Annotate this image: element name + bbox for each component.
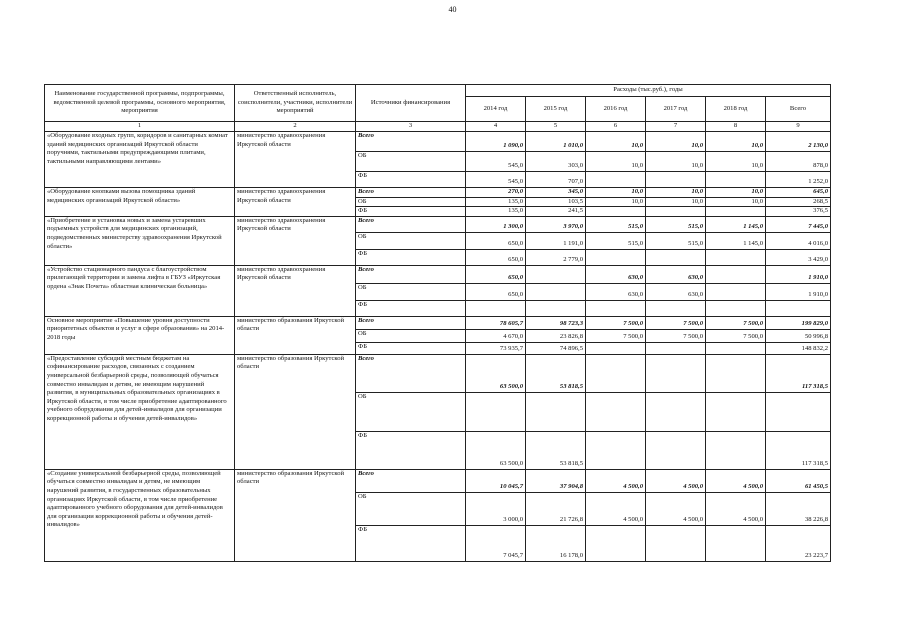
total-value: [766, 392, 831, 431]
year-value: 4 500,0: [646, 492, 706, 525]
funding-source: Всего: [356, 316, 466, 329]
year-value: 10,0: [586, 152, 646, 172]
total-value: [766, 300, 831, 316]
total-value: 4 016,0: [766, 232, 831, 249]
row-executor: министерство образования Иркутской области: [235, 316, 356, 354]
year-value: [706, 342, 766, 354]
year-value: 7 500,0: [586, 329, 646, 342]
year-value: [706, 354, 766, 392]
year-value: [586, 249, 646, 265]
table-row: [45, 469, 831, 492]
total-value: 7 445,0: [766, 216, 831, 232]
row-name: «Приобретение и установка новых и замена устаревших подъемных устройств для медицинских организаций, подведомственных министерству здравоохранения Иркутской области»: [45, 216, 235, 265]
funding-source: Всего: [356, 216, 466, 232]
year-value: 241,5: [526, 207, 586, 217]
year-value: 1 010,0: [526, 132, 586, 152]
year-value: [586, 172, 646, 188]
year-value: 63 500,0: [466, 354, 526, 392]
total-value: 268,5: [766, 197, 831, 207]
total-value: 199 829,0: [766, 316, 831, 329]
year-value: 515,0: [646, 216, 706, 232]
year-value: 630,0: [586, 265, 646, 283]
total-value: 645,0: [766, 188, 831, 198]
year-value: [526, 283, 586, 300]
year-value: [586, 300, 646, 316]
year-value: 10,0: [706, 188, 766, 198]
year-value: 303,0: [526, 152, 586, 172]
total-value: 376,5: [766, 207, 831, 217]
year-value: 1 145,0: [706, 232, 766, 249]
year-value: 545,0: [466, 172, 526, 188]
funding-source: ФБ: [356, 342, 466, 354]
year-value: 630,0: [646, 283, 706, 300]
funding-source: ОБ: [356, 392, 466, 431]
year-value: [466, 300, 526, 316]
year-value: 10 045,7: [466, 469, 526, 492]
funding-source: Всего: [356, 354, 466, 392]
col-number: 1: [45, 122, 235, 132]
row-executor: министерство образования Иркутской области: [235, 354, 356, 469]
col-number: 3: [356, 122, 466, 132]
year-value: 37 904,8: [526, 469, 586, 492]
year-value: [706, 249, 766, 265]
year-value: 135,0: [466, 207, 526, 217]
header-expenses: Расходы (тыс.руб.), годы: [466, 85, 831, 97]
row-name: «Создание универсальной безбарьерной среды, позволяющей обучаться совместно инвалидам и детям, не имеющим нарушений развития, в государственных образовательных организациях Иркутской области, в том числе приобретение адаптированного учебного оборудования для детей-инвалидов для организации коррекционной работы и обучения детей-инвалидов»: [45, 469, 235, 561]
total-value: 117 318,5: [766, 354, 831, 392]
col-number: 6: [586, 122, 646, 132]
total-value: 878,0: [766, 152, 831, 172]
header-year: 2017 год: [646, 97, 706, 122]
year-value: 707,0: [526, 172, 586, 188]
funding-source: ФБ: [356, 300, 466, 316]
funding-source: Всего: [356, 265, 466, 283]
year-value: [646, 525, 706, 561]
year-value: 4 500,0: [586, 492, 646, 525]
year-value: [646, 342, 706, 354]
year-value: [526, 392, 586, 431]
year-value: 21 726,8: [526, 492, 586, 525]
col-number: 4: [466, 122, 526, 132]
year-value: 650,0: [466, 249, 526, 265]
table-row: [45, 316, 831, 329]
row-name: Основное мероприятие «Повышение уровня доступности приоритетных объектов и услуг в сфере образования» на 2014-2018 годы: [45, 316, 235, 354]
year-value: 1 090,0: [466, 132, 526, 152]
funding-source: ОБ: [356, 197, 466, 207]
year-value: 515,0: [646, 232, 706, 249]
year-value: 630,0: [586, 283, 646, 300]
year-value: 10,0: [706, 197, 766, 207]
year-value: [646, 300, 706, 316]
year-value: 7 500,0: [706, 329, 766, 342]
year-value: 103,5: [526, 197, 586, 207]
year-value: [646, 431, 706, 469]
year-value: 53 818,5: [526, 431, 586, 469]
year-value: 650,0: [466, 232, 526, 249]
year-value: 3 970,0: [526, 216, 586, 232]
year-value: 4 670,0: [466, 329, 526, 342]
year-value: 53 818,5: [526, 354, 586, 392]
year-value: 345,0: [526, 188, 586, 198]
year-value: 135,0: [466, 197, 526, 207]
year-value: 10,0: [646, 197, 706, 207]
header-source: Источники финансирования: [356, 85, 466, 122]
total-value: 2 130,0: [766, 132, 831, 152]
year-value: 10,0: [646, 132, 706, 152]
year-value: 650,0: [466, 265, 526, 283]
year-value: [706, 172, 766, 188]
year-value: 7 045,7: [466, 525, 526, 561]
year-value: 7 500,0: [646, 329, 706, 342]
header-name: Наименование государственной программы, подпрограммы, ведомственной целевой программы, основного мероприятия, мероприятия: [45, 85, 235, 122]
funding-source: ФБ: [356, 207, 466, 217]
year-value: 7 500,0: [646, 316, 706, 329]
row-name: «Устройство стационарного пандуса с благоустройством прилегающей территории и замена лифта в ГБУЗ «Иркутская ордена «Знак Почета» областная клиническая больница»: [45, 265, 235, 316]
total-value: 148 832,2: [766, 342, 831, 354]
funding-source: ОБ: [356, 283, 466, 300]
total-value: 61 450,5: [766, 469, 831, 492]
year-value: 1 145,0: [706, 216, 766, 232]
year-value: 2 779,0: [526, 249, 586, 265]
table-row: [45, 188, 831, 198]
total-value: 38 226,8: [766, 492, 831, 525]
year-value: 23 826,8: [526, 329, 586, 342]
total-value: 23 223,7: [766, 525, 831, 561]
year-value: 10,0: [586, 188, 646, 198]
year-value: 545,0: [466, 152, 526, 172]
col-number: 2: [235, 122, 356, 132]
row-executor: министерство образования Иркутской области: [235, 469, 356, 561]
year-value: [646, 354, 706, 392]
year-value: 4 500,0: [706, 492, 766, 525]
year-value: 10,0: [706, 132, 766, 152]
year-value: 16 178,0: [526, 525, 586, 561]
year-value: 7 500,0: [586, 316, 646, 329]
year-value: 7 500,0: [706, 316, 766, 329]
year-value: [586, 207, 646, 217]
year-value: [586, 431, 646, 469]
year-value: [526, 300, 586, 316]
total-value: 1 252,0: [766, 172, 831, 188]
year-value: [586, 392, 646, 431]
row-name: «Оборудование кнопками вызова помощника зданий медицинских организаций Иркутской области»: [45, 188, 235, 217]
year-value: [466, 392, 526, 431]
year-value: 78 605,7: [466, 316, 526, 329]
header-total: Всего: [766, 97, 831, 122]
page-number: 40: [448, 5, 457, 14]
year-value: [526, 265, 586, 283]
row-executor: министерство здравоохранения Иркутской области: [235, 132, 356, 188]
year-value: 63 500,0: [466, 431, 526, 469]
row-executor: министерство здравоохранения Иркутской области: [235, 265, 356, 316]
year-value: 10,0: [646, 188, 706, 198]
total-value: 117 318,5: [766, 431, 831, 469]
table-row: [45, 354, 831, 392]
year-value: [706, 525, 766, 561]
header-year: 2018 год: [706, 97, 766, 122]
expenses-table: [44, 84, 831, 562]
row-name: «Оборудование входных групп, коридоров и санитарных комнат зданий медицинских организаций Иркутской области поручнями, тактильными предупреждающими плитами, тактильными направляющими лентами»: [45, 132, 235, 188]
year-value: [706, 283, 766, 300]
year-value: 1 300,0: [466, 216, 526, 232]
row-executor: министерство здравоохранения Иркутской области: [235, 216, 356, 265]
year-value: [646, 207, 706, 217]
table-row: [45, 265, 831, 283]
year-value: 10,0: [706, 152, 766, 172]
year-value: 10,0: [586, 132, 646, 152]
funding-source: ФБ: [356, 525, 466, 561]
year-value: [646, 249, 706, 265]
year-value: 515,0: [586, 216, 646, 232]
header-year: 2014 год: [466, 97, 526, 122]
year-value: [646, 392, 706, 431]
year-value: [586, 342, 646, 354]
row-name: «Предоставление субсидий местным бюджетам на софинансирование расходов, связанных с созданием универсальной безбарьерной среды, позволяющей обучаться совместно инвалидам и детям, не имеющим нарушений развития, в муниципальных образовательных организациях в Иркутской области, в том числе приобретение адаптированного учебного оборудования для детей-инвалидов для организации коррекционной работы и обучения детей-инвалидов»: [45, 354, 235, 469]
total-value: 1 910,0: [766, 265, 831, 283]
year-value: 650,0: [466, 283, 526, 300]
year-value: [706, 300, 766, 316]
year-value: [706, 207, 766, 217]
total-value: 50 996,8: [766, 329, 831, 342]
col-number: 5: [526, 122, 586, 132]
funding-source: ФБ: [356, 172, 466, 188]
funding-source: ФБ: [356, 249, 466, 265]
funding-source: ОБ: [356, 492, 466, 525]
year-value: 515,0: [586, 232, 646, 249]
funding-source: ФБ: [356, 431, 466, 469]
funding-source: ОБ: [356, 152, 466, 172]
funding-source: ОБ: [356, 329, 466, 342]
year-value: 10,0: [646, 152, 706, 172]
year-value: 3 000,0: [466, 492, 526, 525]
table-row: [45, 216, 831, 232]
total-value: 3 429,0: [766, 249, 831, 265]
year-value: 630,0: [646, 265, 706, 283]
year-value: [586, 525, 646, 561]
year-value: [646, 172, 706, 188]
year-value: 73 935,7: [466, 342, 526, 354]
year-value: 74 896,5: [526, 342, 586, 354]
col-number: 8: [706, 122, 766, 132]
year-value: 10,0: [586, 197, 646, 207]
funding-source: Всего: [356, 188, 466, 198]
year-value: 4 500,0: [646, 469, 706, 492]
funding-source: Всего: [356, 132, 466, 152]
year-value: [706, 265, 766, 283]
year-value: 98 723,3: [526, 316, 586, 329]
year-value: [586, 354, 646, 392]
funding-source: ОБ: [356, 232, 466, 249]
total-value: 1 910,0: [766, 283, 831, 300]
col-number: 9: [766, 122, 831, 132]
row-executor: министерство здравоохранения Иркутской области: [235, 188, 356, 217]
header-year: 2016 год: [586, 97, 646, 122]
year-value: [706, 392, 766, 431]
header-exec: Ответственный исполнитель, соисполнители, участники, исполнители мероприятий: [235, 85, 356, 122]
year-value: 1 191,0: [526, 232, 586, 249]
col-number: 7: [646, 122, 706, 132]
year-value: 4 500,0: [706, 469, 766, 492]
header-year: 2015 год: [526, 97, 586, 122]
year-value: [706, 431, 766, 469]
year-value: 4 500,0: [586, 469, 646, 492]
funding-source: Всего: [356, 469, 466, 492]
table-row: [45, 132, 831, 152]
year-value: 270,0: [466, 188, 526, 198]
